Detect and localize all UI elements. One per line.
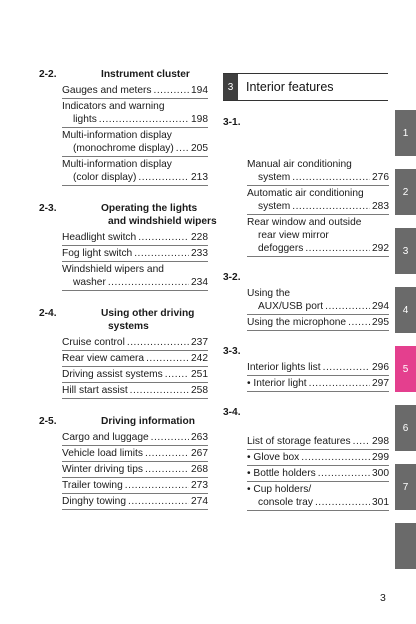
chapter-tab-4[interactable]: 4 bbox=[395, 287, 416, 333]
entry-page-number: 276 bbox=[372, 172, 389, 183]
entry-page-number: 258 bbox=[191, 385, 208, 396]
entry-page-number: 228 bbox=[191, 232, 208, 243]
entry-page-number: 299 bbox=[372, 452, 389, 463]
entry-page-number: 234 bbox=[191, 277, 208, 288]
entry-text: List of storage features bbox=[247, 436, 351, 447]
dot-leader bbox=[145, 463, 189, 476]
entry-text: Driving assist systems bbox=[62, 369, 163, 380]
dot-leader bbox=[151, 431, 189, 444]
entry-text: console tray bbox=[258, 497, 313, 508]
section-number: 2-4. bbox=[39, 308, 57, 319]
section-number: 2-3. bbox=[39, 203, 57, 214]
page-number: 3 bbox=[380, 592, 386, 604]
entry-text: (monochrome display) bbox=[73, 143, 174, 154]
dot-leader bbox=[315, 496, 370, 509]
dot-leader bbox=[145, 447, 189, 460]
entry-text: Dinghy towing bbox=[62, 496, 126, 507]
dot-leader bbox=[323, 361, 370, 374]
entry-divider bbox=[62, 509, 208, 510]
entry-text: Rear view camera bbox=[62, 353, 145, 364]
entry-text: Winter driving tips bbox=[62, 464, 143, 475]
entry-divider bbox=[62, 185, 208, 186]
entry-page-number: 297 bbox=[372, 378, 389, 389]
entry-divider bbox=[62, 382, 208, 383]
entry-text: Trailer towing bbox=[62, 480, 123, 491]
chapter-tab-2[interactable]: 2 bbox=[395, 169, 416, 215]
entry-page-number: 298 bbox=[372, 436, 389, 447]
chapter-header bbox=[223, 73, 388, 101]
section-number: 3-4. bbox=[223, 407, 241, 418]
entry-page-number: 283 bbox=[372, 201, 389, 212]
dot-leader bbox=[138, 171, 189, 184]
entry-divider bbox=[247, 391, 389, 392]
entry-page-number: 296 bbox=[372, 362, 389, 373]
entry-divider bbox=[62, 398, 208, 399]
entry-page-number: 301 bbox=[372, 497, 389, 508]
toc-entry[interactable] bbox=[62, 463, 208, 476]
dot-leader bbox=[176, 142, 189, 155]
entry-text: Cruise control bbox=[62, 337, 125, 348]
entry-page-number: 205 bbox=[191, 143, 208, 154]
dot-leader bbox=[165, 368, 189, 381]
toc-entry[interactable] bbox=[62, 384, 208, 397]
entry-text: Multi-information display bbox=[62, 159, 172, 170]
entry-page-number: 251 bbox=[191, 369, 208, 380]
entry-page-number: 294 bbox=[372, 301, 389, 312]
dot-leader bbox=[99, 113, 189, 126]
entry-text: Rear window and outside bbox=[247, 217, 362, 228]
toc-entry[interactable] bbox=[247, 451, 389, 464]
toc-entry[interactable] bbox=[62, 336, 208, 349]
section-number: 2-2. bbox=[39, 69, 57, 80]
entry-divider bbox=[247, 481, 389, 482]
dot-leader bbox=[128, 495, 189, 508]
entry-divider bbox=[62, 445, 208, 446]
section-title: systems bbox=[108, 321, 149, 332]
entry-text: Headlight switch bbox=[62, 232, 137, 243]
entry-divider bbox=[62, 245, 208, 246]
toc-entry[interactable] bbox=[247, 467, 389, 480]
toc-entry[interactable] bbox=[62, 247, 208, 260]
entry-divider bbox=[247, 214, 389, 215]
entry-text: system bbox=[258, 201, 291, 212]
toc-entry[interactable] bbox=[247, 361, 389, 374]
toc-entry[interactable] bbox=[62, 84, 208, 97]
chapter-tab-blank[interactable] bbox=[395, 523, 416, 569]
toc-entry[interactable] bbox=[62, 447, 208, 460]
toc-entry[interactable] bbox=[247, 377, 389, 390]
dot-leader bbox=[292, 171, 370, 184]
dot-leader bbox=[305, 242, 370, 255]
toc-entry[interactable] bbox=[62, 479, 208, 492]
entry-divider bbox=[247, 465, 389, 466]
entry-divider bbox=[62, 477, 208, 478]
entry-page-number: 273 bbox=[191, 480, 208, 491]
dot-leader bbox=[153, 84, 189, 97]
section-title: Operating the lights bbox=[101, 203, 198, 214]
entry-page-number: 292 bbox=[372, 243, 389, 254]
toc-entry[interactable] bbox=[62, 368, 208, 381]
dot-leader bbox=[108, 276, 189, 289]
entry-divider bbox=[247, 375, 389, 376]
entry-text: (color display) bbox=[73, 172, 137, 183]
chapter-number-box: 3 bbox=[223, 74, 238, 100]
entry-text: washer bbox=[73, 277, 106, 288]
entry-text: • Bottle holders bbox=[247, 468, 316, 479]
toc-entry[interactable] bbox=[247, 435, 389, 448]
entry-text: Interior lights list bbox=[247, 362, 321, 373]
dot-leader bbox=[125, 479, 189, 492]
entry-text: Cargo and luggage bbox=[62, 432, 149, 443]
section-title: Driving information bbox=[101, 416, 195, 427]
section-number: 3-1. bbox=[223, 117, 241, 128]
entry-divider bbox=[247, 314, 389, 315]
toc-entry[interactable] bbox=[247, 158, 389, 184]
toc-entry[interactable] bbox=[62, 495, 208, 508]
entry-text: Hill start assist bbox=[62, 385, 128, 396]
dot-leader bbox=[301, 451, 370, 464]
toc-entry[interactable] bbox=[62, 431, 208, 444]
entry-page-number: 237 bbox=[191, 337, 208, 348]
dot-leader bbox=[127, 336, 189, 349]
entry-divider bbox=[62, 156, 208, 157]
entry-page-number: 268 bbox=[191, 464, 208, 475]
toc-entry[interactable] bbox=[62, 129, 208, 155]
dot-leader bbox=[130, 384, 189, 397]
entry-page-number: 194 bbox=[191, 85, 208, 96]
entry-divider bbox=[62, 493, 208, 494]
entry-divider bbox=[62, 290, 208, 291]
chapter-tab-5[interactable]: 5 bbox=[395, 346, 416, 392]
entry-text: Manual air conditioning bbox=[247, 159, 352, 170]
entry-divider bbox=[247, 185, 389, 186]
section-title: and windshield wipers bbox=[108, 216, 217, 227]
entry-text: Automatic air conditioning bbox=[247, 188, 364, 199]
dot-leader bbox=[134, 247, 189, 260]
toc-entry[interactable] bbox=[247, 483, 389, 509]
entry-divider bbox=[62, 461, 208, 462]
dot-leader bbox=[309, 377, 370, 390]
entry-page-number: 263 bbox=[191, 432, 208, 443]
entry-divider bbox=[247, 256, 389, 257]
entry-text: system bbox=[258, 172, 291, 183]
entry-page-number: 274 bbox=[191, 496, 208, 507]
entry-page-number: 242 bbox=[191, 353, 208, 364]
entry-page-number: 233 bbox=[191, 248, 208, 259]
entry-divider bbox=[62, 98, 208, 99]
entry-text: Vehicle load limits bbox=[62, 448, 143, 459]
entry-text: Multi-information display bbox=[62, 130, 172, 141]
toc-entry[interactable] bbox=[62, 352, 208, 365]
entry-text: Indicators and warning bbox=[62, 101, 165, 112]
entry-text: AUX/USB port bbox=[258, 301, 324, 312]
chapter-tab-1[interactable]: 1 bbox=[395, 110, 416, 156]
section-number: 3-2. bbox=[223, 272, 241, 283]
toc-entry[interactable] bbox=[62, 231, 208, 244]
entry-page-number: 300 bbox=[372, 468, 389, 479]
section-title: Instrument cluster bbox=[101, 69, 190, 80]
toc-entry[interactable] bbox=[247, 216, 389, 255]
entry-text: rear view mirror bbox=[258, 230, 329, 241]
dot-leader bbox=[146, 352, 189, 365]
entry-divider bbox=[247, 449, 389, 450]
section-number: 3-3. bbox=[223, 346, 241, 357]
entry-divider bbox=[62, 350, 208, 351]
entry-text: defoggers bbox=[258, 243, 304, 254]
entry-text: • Cup holders/ bbox=[247, 484, 312, 495]
entry-page-number: 267 bbox=[191, 448, 208, 459]
dot-leader bbox=[353, 435, 370, 448]
entry-text: Windshield wipers and bbox=[62, 264, 164, 275]
entry-divider bbox=[62, 261, 208, 262]
dot-leader bbox=[292, 200, 370, 213]
chapter-title: Interior features bbox=[246, 80, 334, 94]
toc-entry[interactable] bbox=[247, 287, 389, 313]
entry-text: lights bbox=[73, 114, 97, 125]
entry-divider bbox=[62, 127, 208, 128]
entry-text: • Glove box bbox=[247, 452, 300, 463]
entry-page-number: 198 bbox=[191, 114, 208, 125]
toc-entry[interactable] bbox=[247, 187, 389, 213]
entry-text: Gauges and meters bbox=[62, 85, 152, 96]
entry-page-number: 295 bbox=[372, 317, 389, 328]
dot-leader bbox=[318, 467, 370, 480]
dot-leader bbox=[325, 300, 370, 313]
dot-leader bbox=[348, 316, 370, 329]
entry-page-number: 213 bbox=[191, 172, 208, 183]
chapter-tab-6[interactable]: 6 bbox=[395, 405, 416, 451]
entry-text: Fog light switch bbox=[62, 248, 133, 259]
entry-divider bbox=[62, 366, 208, 367]
entry-text: Using the microphone bbox=[247, 317, 347, 328]
entry-divider bbox=[247, 510, 389, 511]
section-title: Using other driving bbox=[101, 308, 195, 319]
toc-entry[interactable] bbox=[247, 316, 389, 329]
toc-entry[interactable] bbox=[62, 263, 208, 289]
entry-text: • Interior light bbox=[247, 378, 307, 389]
entry-divider bbox=[247, 330, 389, 331]
chapter-tab-7[interactable]: 7 bbox=[395, 464, 416, 510]
toc-entry[interactable] bbox=[62, 158, 208, 184]
toc-entry[interactable] bbox=[62, 100, 208, 126]
dot-leader bbox=[138, 231, 189, 244]
section-number: 2-5. bbox=[39, 416, 57, 427]
entry-text: Using the bbox=[247, 288, 291, 299]
chapter-tab-3[interactable]: 3 bbox=[395, 228, 416, 274]
